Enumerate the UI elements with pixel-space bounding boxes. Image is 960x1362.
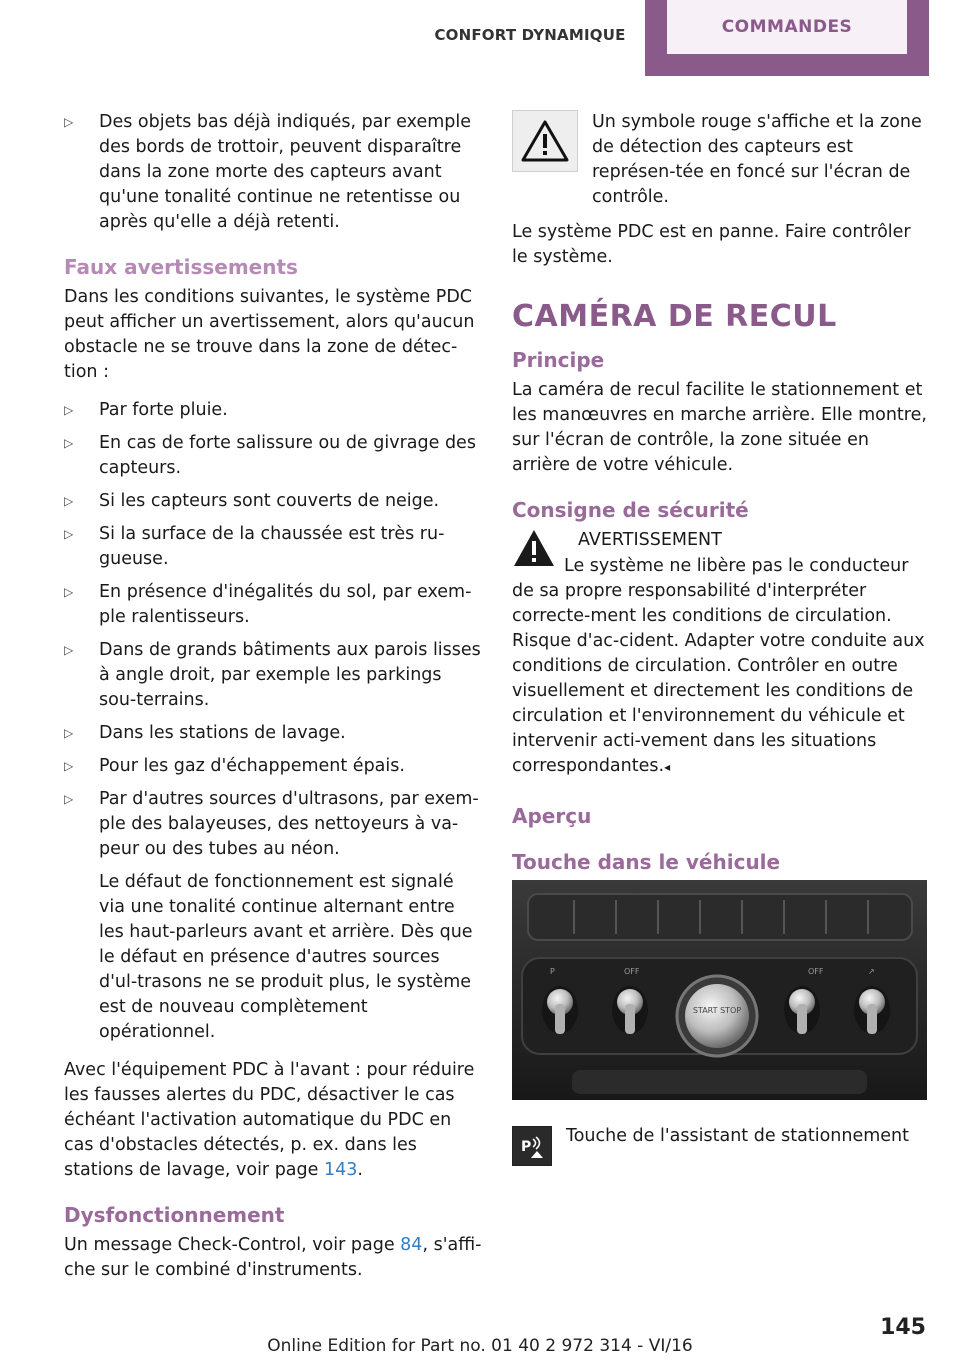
right-column (512, 110, 930, 1176)
warning-block (512, 528, 930, 780)
warning-text-paragraph (512, 554, 930, 780)
overview-heading: Aperçu (512, 804, 592, 828)
list-item-text: Si les capteurs sont couverts de neige. (99, 491, 440, 511)
malfunction-text-end: , s'affi-che sur le combiné d'instruments. (64, 1235, 482, 1280)
park-assist-icon (512, 1126, 552, 1166)
bullet-triangle-icon: ▷ (64, 527, 74, 541)
list-item (64, 489, 482, 514)
svg-text:P: P (521, 1139, 532, 1155)
principle-text: La caméra de recul facilite le stationnement et les manœuvres en marche arrière. Elle montre, sur l'écran de contrôle, la zone située en arrière de votre véhicule. (512, 380, 927, 475)
warning-title: AVERTISSEMENT (578, 530, 722, 550)
list-item (64, 721, 482, 746)
malfunction-text: Un message Check-Control, voir page (64, 1235, 401, 1255)
pdc-front-end: . (357, 1160, 363, 1180)
pdc-front-paragraph (64, 1058, 482, 1183)
list-item-text: Dans les stations de lavage. (99, 723, 346, 743)
park-assist-caption: Touche de l'assistant de stationnement (566, 1126, 909, 1146)
svg-text:OFF: OFF (624, 967, 640, 976)
pdc-front-text: Avec l'équipement PDC à l'avant : pour réduire les fausses alertes du PDC, désactiver le cas échéant l'activation automatique du PDC en cas d'obstacles détectés, p. ex. dans les stations de lavage, voir page (64, 1060, 475, 1180)
svg-text:↗: ↗ (868, 967, 875, 976)
warning-triangle-icon (512, 528, 564, 584)
list-item-text: Par forte pluie. (99, 400, 228, 420)
bullet-triangle-icon: ▷ (64, 494, 74, 508)
list-item-text: Des objets bas déjà indiqués, par exemple des bords de trottoir, peuvent disparaître dans la zone morte des capteurs avant qu'une tonalité continue ne retentisse ou après qu'elle a déjà retenti. (99, 112, 471, 232)
section-title: CONFORT DYNAMIQUE (434, 26, 626, 44)
list-item-text: En cas de forte salissure ou de givrage des capteurs. (99, 433, 476, 478)
malfunction-heading: Dysfonctionnement (64, 1203, 285, 1227)
list-item-text: En présence d'inégalités du sol, par exem-ple ralentisseurs. (99, 582, 472, 627)
console-photo (512, 880, 927, 1100)
bullet-triangle-icon: ▷ (64, 436, 74, 450)
page-link-143[interactable]: 143 (323, 1160, 358, 1180)
warning-triangle-icon (512, 110, 578, 172)
bullet-triangle-icon: ▷ (64, 759, 74, 773)
pdc-failure-text: Le système PDC est en panne. Faire contrôler le système. (512, 222, 911, 267)
svg-text:P: P (550, 967, 555, 976)
bullet-triangle-icon: ▷ (64, 585, 74, 599)
console-switches-image (512, 880, 927, 1100)
left-column (64, 110, 482, 1296)
list-item (64, 431, 482, 481)
chapter-tab-label: COMMANDES (667, 0, 907, 54)
list-item (64, 110, 482, 235)
bullet-triangle-icon: ▷ (64, 115, 74, 129)
list-item-text: Dans de grands bâtiments aux parois lisses à angle droit, par exemple les parkings sou-terrains. (99, 640, 481, 710)
bullet-triangle-icon: ▷ (64, 643, 74, 657)
false-warnings-intro: Dans les conditions suivantes, le système PDC peut afficher un avertissement, alors qu'aucun obstacle ne se trouve dans la zone de détec-tion : (64, 287, 475, 382)
start-stop-label: START STOP (692, 1006, 742, 1015)
bullet-triangle-icon: ▷ (64, 403, 74, 417)
list-item-text: Pour les gaz d'échappement épais. (99, 756, 405, 776)
red-symbol-text: Un symbole rouge s'affiche et la zone de détection des capteurs est représen-tée en foncé sur l'écran de contrôle. (592, 112, 922, 207)
list-item (64, 787, 482, 862)
malfunction-paragraph (64, 1233, 482, 1283)
list-item (64, 754, 482, 779)
false-warnings-heading: Faux avertissements (64, 255, 298, 279)
bullet-triangle-icon: ▷ (64, 792, 74, 806)
button-heading: Touche dans le véhicule (512, 850, 781, 874)
end-mark-icon: ◂ (664, 760, 671, 774)
red-symbol-row (512, 110, 930, 210)
interference-note: Le défaut de fonctionnement est signalé via une tonalité continue alternant entre les haut-parleurs avant et arrière. Dès que le défaut en présence d'autres sources d'ul-trasons ne se produit plus, le système est de nouveau complètement opérationnel. (99, 872, 473, 1042)
warning-text: Le système ne libère pas le conducteur de sa propre responsabilité d'interpréter correcte-ment les conditions de circulation. Risque d'ac-cident. Adapter votre conduite aux conditions de circulation. Contrôler en outre visuellement et directement les conditions de circulation et l'environnement du véhicule et intervenir acti-vement dans les situations correspondantes. (512, 556, 925, 776)
footer-edition: Online Edition for Part no. 01 40 2 972 314 - VI/16 (267, 1336, 693, 1356)
bullet-triangle-icon: ▷ (64, 726, 74, 740)
safety-heading: Consigne de sécurité (512, 498, 749, 522)
list-item-text: Par d'autres sources d'ultrasons, par exem-ple des balayeuses, des nettoyeurs à va-peur ou des tubes au néon. (99, 789, 479, 859)
list-item (64, 580, 482, 630)
camera-heading: CAMÉRA DE RECUL (512, 299, 837, 334)
list-item (64, 398, 482, 423)
svg-text:OFF: OFF (808, 967, 824, 976)
page-number: 145 (880, 1315, 926, 1340)
list-item-text: Si la surface de la chaussée est très ru-gueuse. (99, 524, 445, 569)
park-assist-row (512, 1118, 930, 1166)
chapter-tab[interactable] (645, 0, 929, 76)
page-link-84[interactable]: 84 (400, 1235, 423, 1255)
list-item (64, 638, 482, 713)
list-item (64, 522, 482, 572)
principle-heading: Principe (512, 348, 605, 372)
